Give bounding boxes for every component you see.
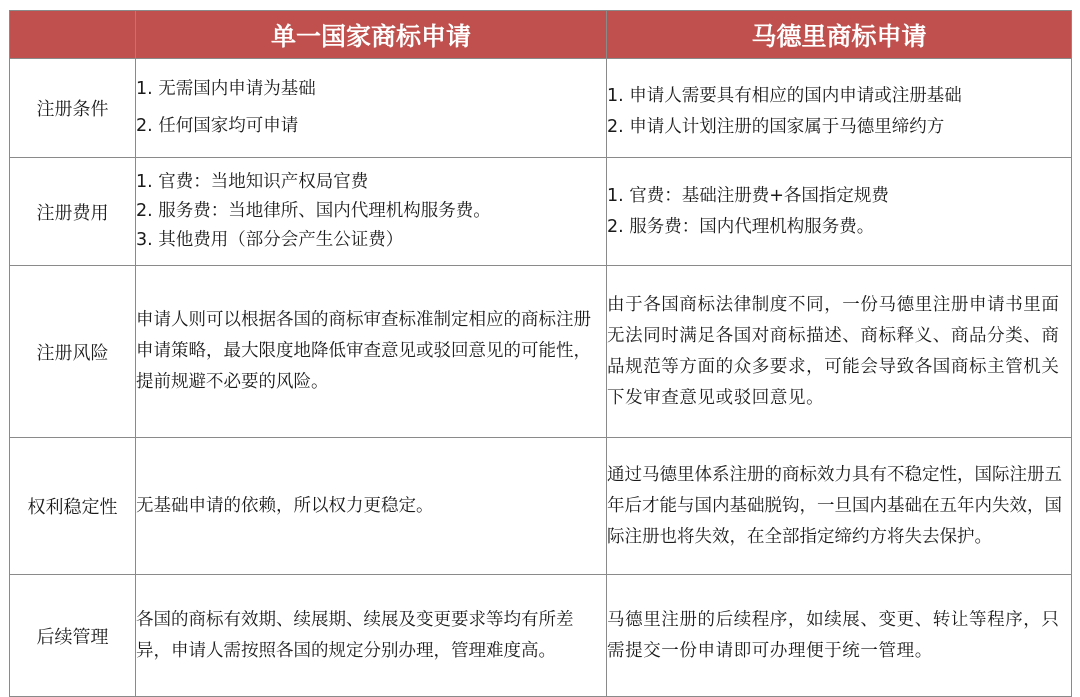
row-registration-risk (10, 266, 1072, 438)
header-row (10, 11, 1072, 59)
cell-text: 马德里注册的后续程序，如续展、变更、转让等程序，只需提交一份申请即可办理便于统一管理。 (607, 609, 1060, 661)
list-item: 2. 服务费：国内代理机构服务费。 (607, 216, 875, 237)
header-single-country: 单一国家商标申请 (136, 11, 607, 59)
single-cell (136, 59, 607, 158)
list-item: 2. 任何国家均可申请 (136, 116, 299, 136)
madrid-cell (607, 575, 1072, 697)
row-label: 注册风险 (10, 266, 136, 438)
row-rights-stability (10, 438, 1072, 575)
madrid-cell (607, 438, 1072, 575)
header-empty (10, 11, 136, 59)
row-label: 后续管理 (10, 575, 136, 697)
cell-text: 各国的商标有效期、续展期、续展及变更要求等均有所差异，申请人需按照各国的规定分别办理，管理难度高。 (136, 609, 574, 661)
madrid-cell (607, 266, 1072, 438)
list-item: 1. 申请人需要具有相应的国内申请或注册基础 (607, 86, 962, 106)
row-registration-fees (10, 158, 1072, 266)
row-label: 注册费用 (10, 158, 136, 266)
list-item: 1. 无需国内申请为基础 (136, 79, 316, 99)
madrid-cell (607, 158, 1072, 266)
single-cell (136, 158, 607, 266)
row-label: 权利稳定性 (10, 438, 136, 575)
single-cell (136, 266, 607, 438)
header-madrid: 马德里商标申请 (607, 11, 1072, 59)
cell-text: 申请人则可以根据各国的商标审查标准制定相应的商标注册申请策略，最大限度地降低审查意见或驳回意见的可能性，提前规避不必要的风险。 (136, 310, 591, 392)
single-cell (136, 438, 607, 575)
madrid-cell (607, 59, 1072, 158)
list-item: 3. 其他费用（部分会产生公证费） (136, 230, 404, 250)
row-follow-up-management (10, 575, 1072, 697)
cell-text: 无基础申请的依赖，所以权力更稳定。 (136, 495, 434, 516)
single-cell (136, 575, 607, 697)
list-item: 2. 申请人计划注册的国家属于马德里缔约方 (607, 117, 945, 137)
list-item: 1. 官费：基础注册费+各国指定规费 (607, 185, 889, 206)
row-registration-conditions (10, 59, 1072, 158)
list-item: 1. 官费：当地知识产权局官费 (136, 172, 369, 192)
cell-text: 由于各国商标法律制度不同，一份马德里注册申请书里面无法同时满足各国对商标描述、商标释义、商品分类、商品规范等方面的众多要求，可能会导致各国商标主管机关下发审查意见或驳回意见。 (607, 294, 1060, 408)
list-item: 2. 服务费：当地律所、国内代理机构服务费。 (136, 201, 491, 221)
comparison-table (9, 10, 1072, 697)
row-label: 注册条件 (10, 59, 136, 158)
cell-text: 通过马德里体系注册的商标效力具有不稳定性，国际注册五年后才能与国内基础脱钩，一旦国内基础在五年内失效，国际注册也将失效，在全部指定缔约方将失去保护。 (607, 464, 1062, 547)
